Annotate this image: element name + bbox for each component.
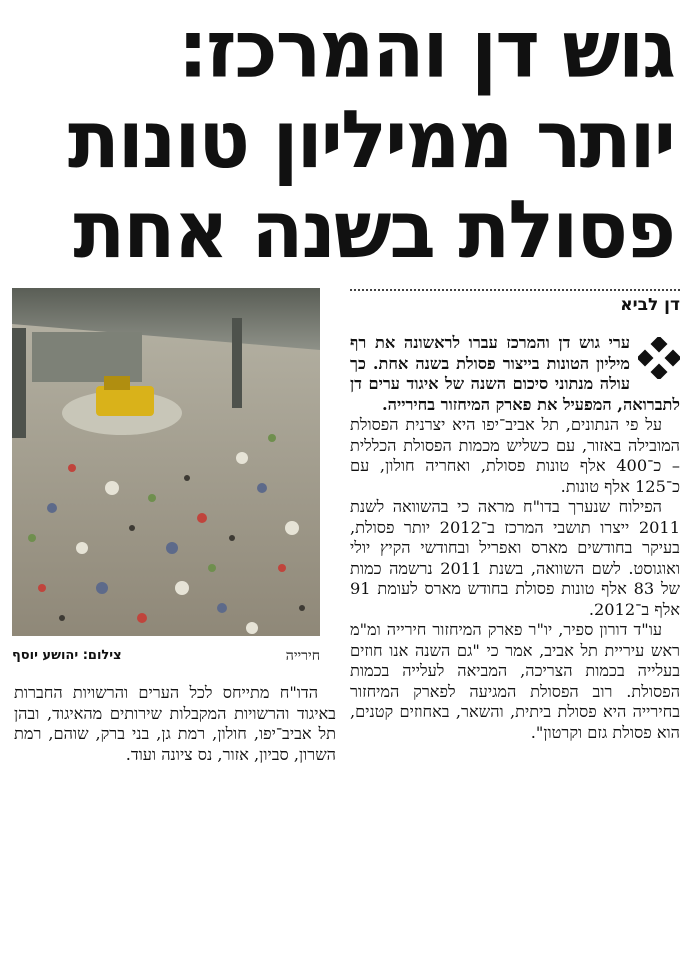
paragraph-2: על פי הנתונים, תל אביב־יפו היא יצרנית הפסולת המובילה באזור, עם כשליש מכמות הפסולת הכללית – כ־400 אלף טונות פסולת, ואחריה חולון, עם כ־125 אלף טונות. [350,415,680,496]
photo-caption: חירייה [285,648,320,664]
paragraph-3: הפילוח שנערך בדו"ח מראה כי בהשוואה לשנת 2011 ייצרו תושבי המרכז ב־2012 יותר פסולת, בעיקר בחודשים מארס ואפריל ובחודשי הקיץ יולי ואוגוסט. לשם השוואה, בשנת 2011 נרשמה כמות של 83 אלף טונות פסולת בחודש מארס לעומת 91 אלף ב־2012. [350,497,681,619]
landfill-photo [12,288,320,636]
headline-line-3: פסולת בשנה אחת [73,182,674,276]
diamond-cluster-icon [638,337,680,379]
paragraph-lead: ערי גוש דן והמרכז עברו לראשונה את רף מיליון הטונות בייצור פסולת בשנה אחת. כך עולה מנתוני סיכום השנה של איגוד ערים דן לתברואה, המפעיל את פארק המיחזור בחירייה. [350,333,680,414]
headline-line-1: גוש דן והמרכז: [177,1,674,96]
landfill-photo-illustration [12,288,320,636]
paragraph-5: הדו"ח מתייחס לכל הערים והרשויות החברות באיגוד והרשויות המקבלות שירותים מהאיגוד, ובהן תל אביב־יפו, חולון, רמת גן, בני ברק, שוהם, רמת השרון, סביון, אזור, נס ציונה ועוד. [14,683,336,764]
excavator-icon [96,386,154,416]
headline [10,1,674,285]
headline-line-2: יותר ממיליון טונות [67,92,674,186]
photo-credit-row [12,648,320,670]
photo-credit: צילום: יהושע יוסף [12,648,122,663]
paragraph-4: עו"ד דורון ספיר, יו"ר פארק המיחזור חירייה ומ"מ ראש עיריית תל אביב, אמר כי "גם השנה אנו חוזים בעלייה בכמות הצריכה, המביאה לעלייה בכמות הפסולת. רוב הפסולת המגיעה לפארק המיחזור בחירייה היא פסולת ביתית, והשאר, באחוזים קטנים, הוא פסולת גזם וקרטון". [350,620,680,742]
article-column-left [14,683,336,765]
byline: דן לביא [620,295,680,315]
article-column-right [350,333,680,743]
byline-divider [350,289,680,291]
